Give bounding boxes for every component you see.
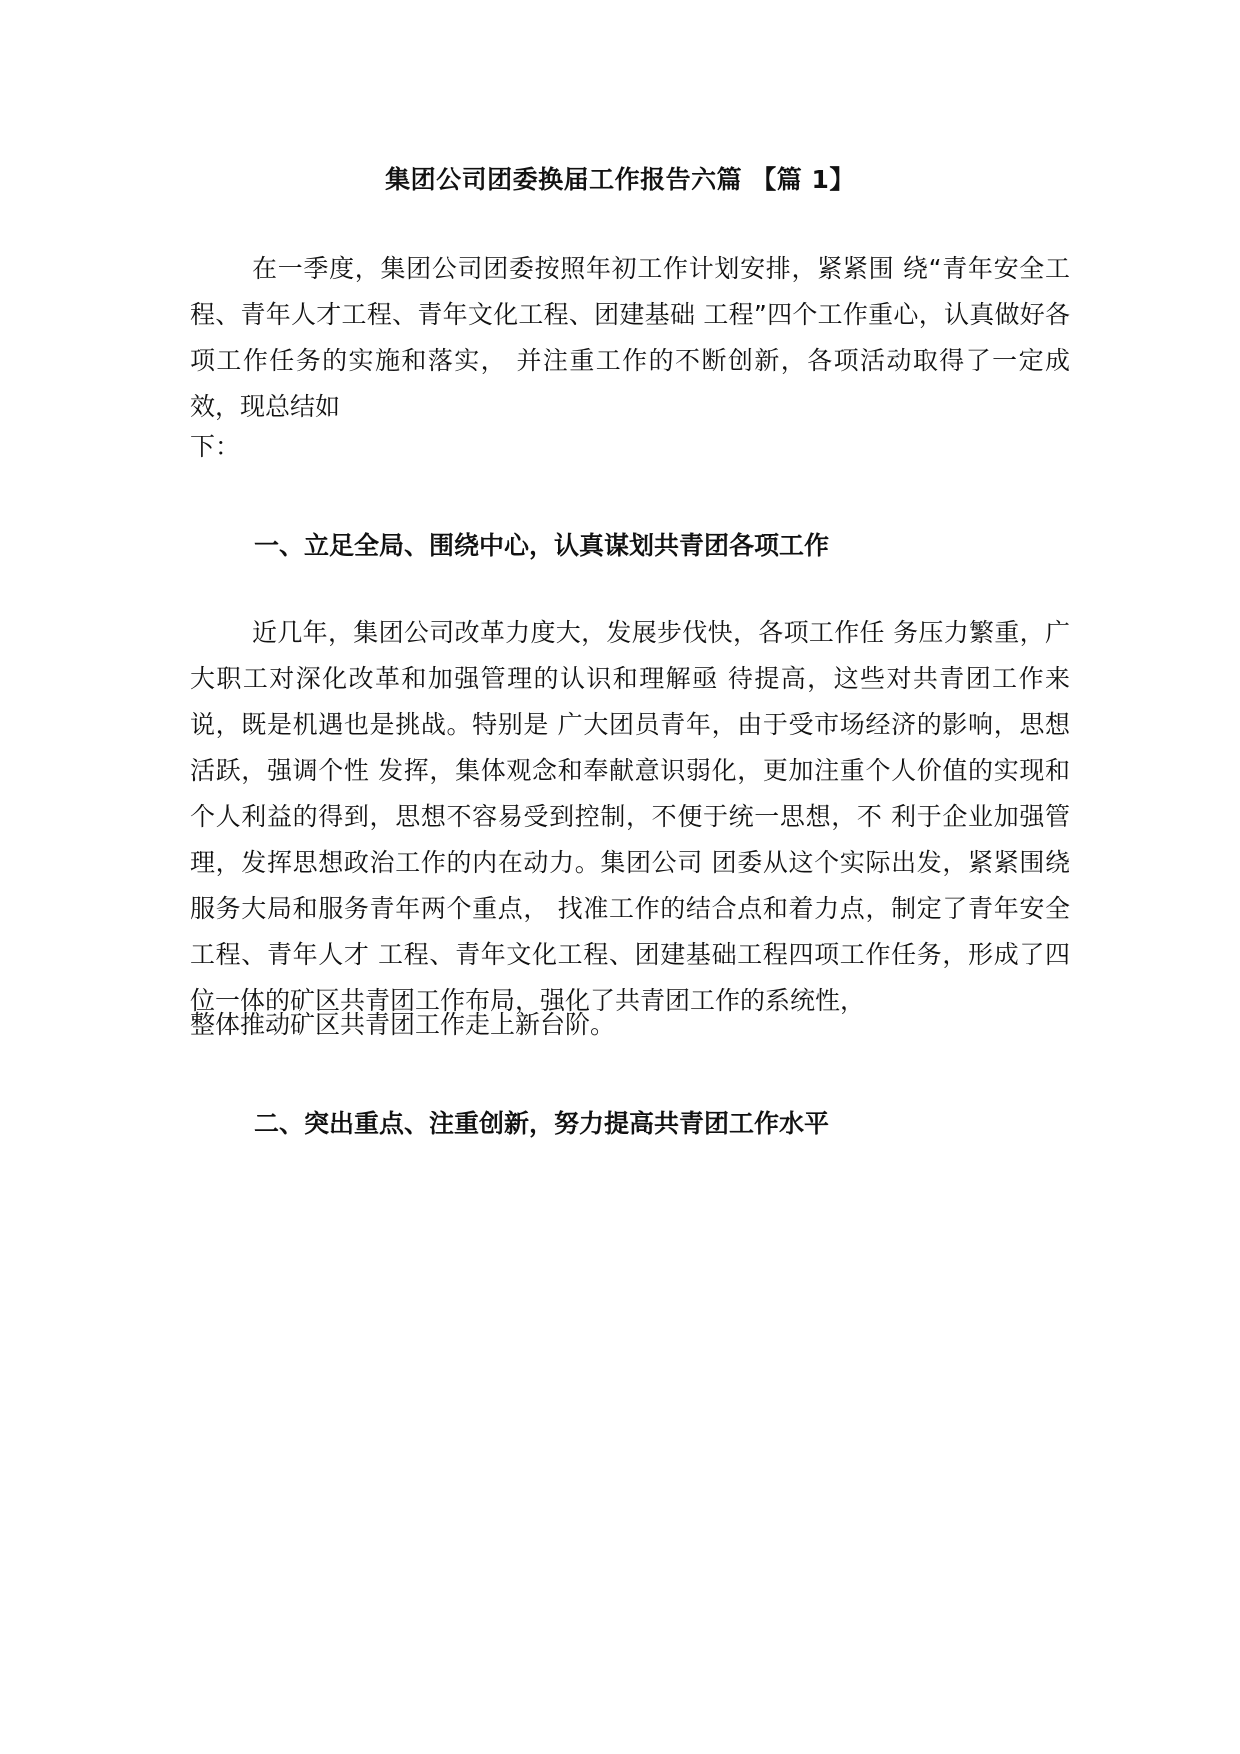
- paragraph-intro: 在一季度，集团公司团委按照年初工作计划安排，紧紧围 绕“青年安全工程、青年人才工程、青年文化工程、团建基础 工程”四个工作重心，认真做好各项工作任务的实施和落实， 并注重工作的不断创新，各项活动取得了一定成效，现总结如: [190, 254, 1070, 421]
- paragraph-section-1-tail: 整体推动矿区共青团工作走上新台阶。: [190, 1010, 616, 1039]
- section-heading-2: 二、突出重点、注重创新，努力提高共青团工作水平: [254, 1109, 830, 1138]
- paragraph-section-1: 近几年，集团公司改革力度大，发展步伐快，各项工作任 务压力繁重，广大职工对深化改革和加强管理的认识和理解亟 待提高，这些对共青团工作来说，既是机遇也是挑战。特别是 广大团员青年，由于受市场经济的影响，思想活跃，强调个性 发挥，集体观念和奉献意识弱化，更加注重个人价值的实现和 个人利益的得到，思想不容易受到控制，不便于统一思想，不 利于企业加强管理，发挥思想政治工作的内在动力。集团公司 团委从这个实际出发，紧紧围绕服务大局和服务青年两个重点， 找准工作的结合点和着力点，制定了青年安全工程、青年人才 工程、青年文化工程、团建基础工程四项工作任务，形成了四 位一体的矿区共青团工作布局，强化了共青团工作的系统性，: [190, 618, 1070, 1015]
- section-heading-1: 一、立足全局、围绕中心，认真谋划共青团各项工作: [254, 531, 830, 560]
- document-title: 集团公司团委换届工作报告六篇 【篇 1】: [385, 165, 855, 194]
- paragraph-intro-tail: 下：: [190, 432, 241, 461]
